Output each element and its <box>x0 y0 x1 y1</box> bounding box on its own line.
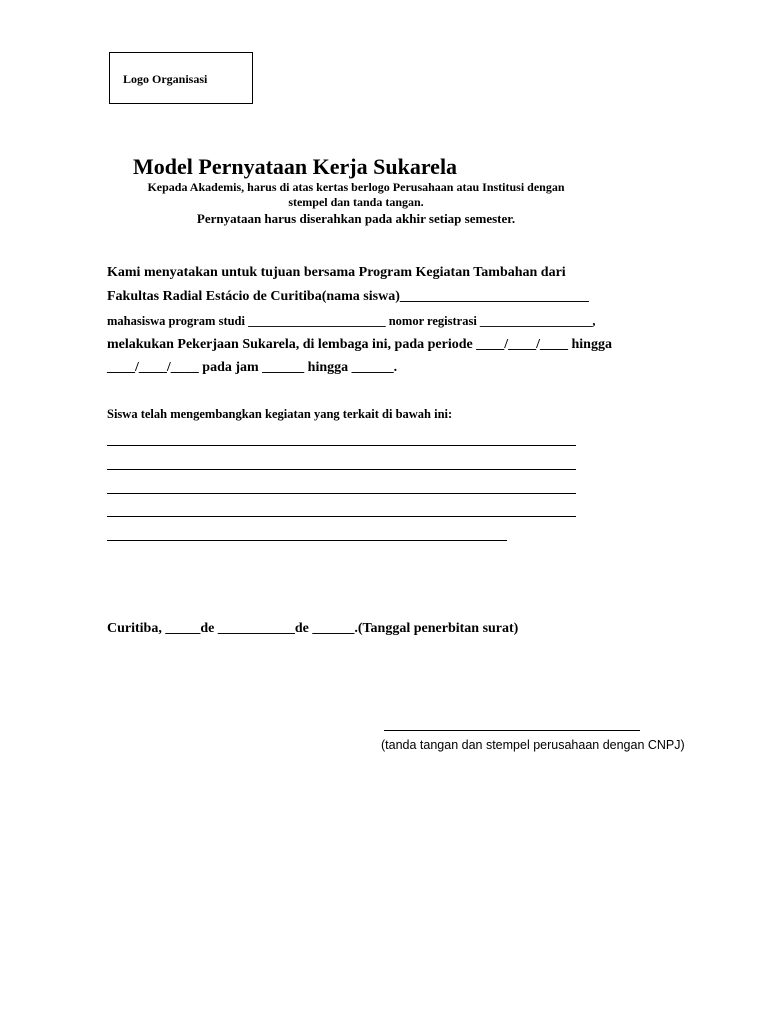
document-title: Model Pernyataan Kerja Sukarela <box>133 154 458 179</box>
activities-label: Siswa telah mengembangkan kegiatan yang terkait di bawah ini: <box>107 407 453 421</box>
statement-line-student-name: Fakultas Radial Estácio de Curitiba(nama siswa)___________________________ <box>107 289 589 304</box>
statement-line-period-start: melakukan Pekerjaan Sukarela, di lembaga ini, pada periode ____/____/____ hingga <box>107 337 612 352</box>
activity-blank-line <box>107 493 576 494</box>
logo-placeholder-label: Logo Organisasi <box>123 72 208 86</box>
statement-line-period-end-hours: ____/____/____ pada jam ______ hingga ______. <box>107 360 398 375</box>
statement-line-program-registration: mahasiswa program studi ______________________ nomor registrasi __________________, <box>107 314 596 328</box>
issue-date-line: Curitiba, _____de ___________de ______.(Tanggal penerbitan surat) <box>107 621 519 636</box>
activity-blank-line <box>107 516 576 517</box>
instruction-line-2: stempel dan tanda tangan. <box>288 195 424 209</box>
submission-note: Pernyataan harus diserahkan pada akhir setiap semester. <box>196 211 516 226</box>
signature-line <box>384 730 640 731</box>
activity-blank-line <box>107 469 576 470</box>
instruction-line-1: Kepada Akademis, harus di atas kertas berlogo Perusahaan atau Institusi dengan <box>147 180 565 194</box>
logo-placeholder-box <box>109 52 253 104</box>
activity-blank-line <box>107 540 507 541</box>
statement-line-1: Kami menyatakan untuk tujuan bersama Program Kegiatan Tambahan dari <box>107 265 566 280</box>
signature-caption: (tanda tangan dan stempel perusahaan dengan CNPJ) <box>381 738 685 752</box>
activity-blank-line <box>107 445 576 446</box>
